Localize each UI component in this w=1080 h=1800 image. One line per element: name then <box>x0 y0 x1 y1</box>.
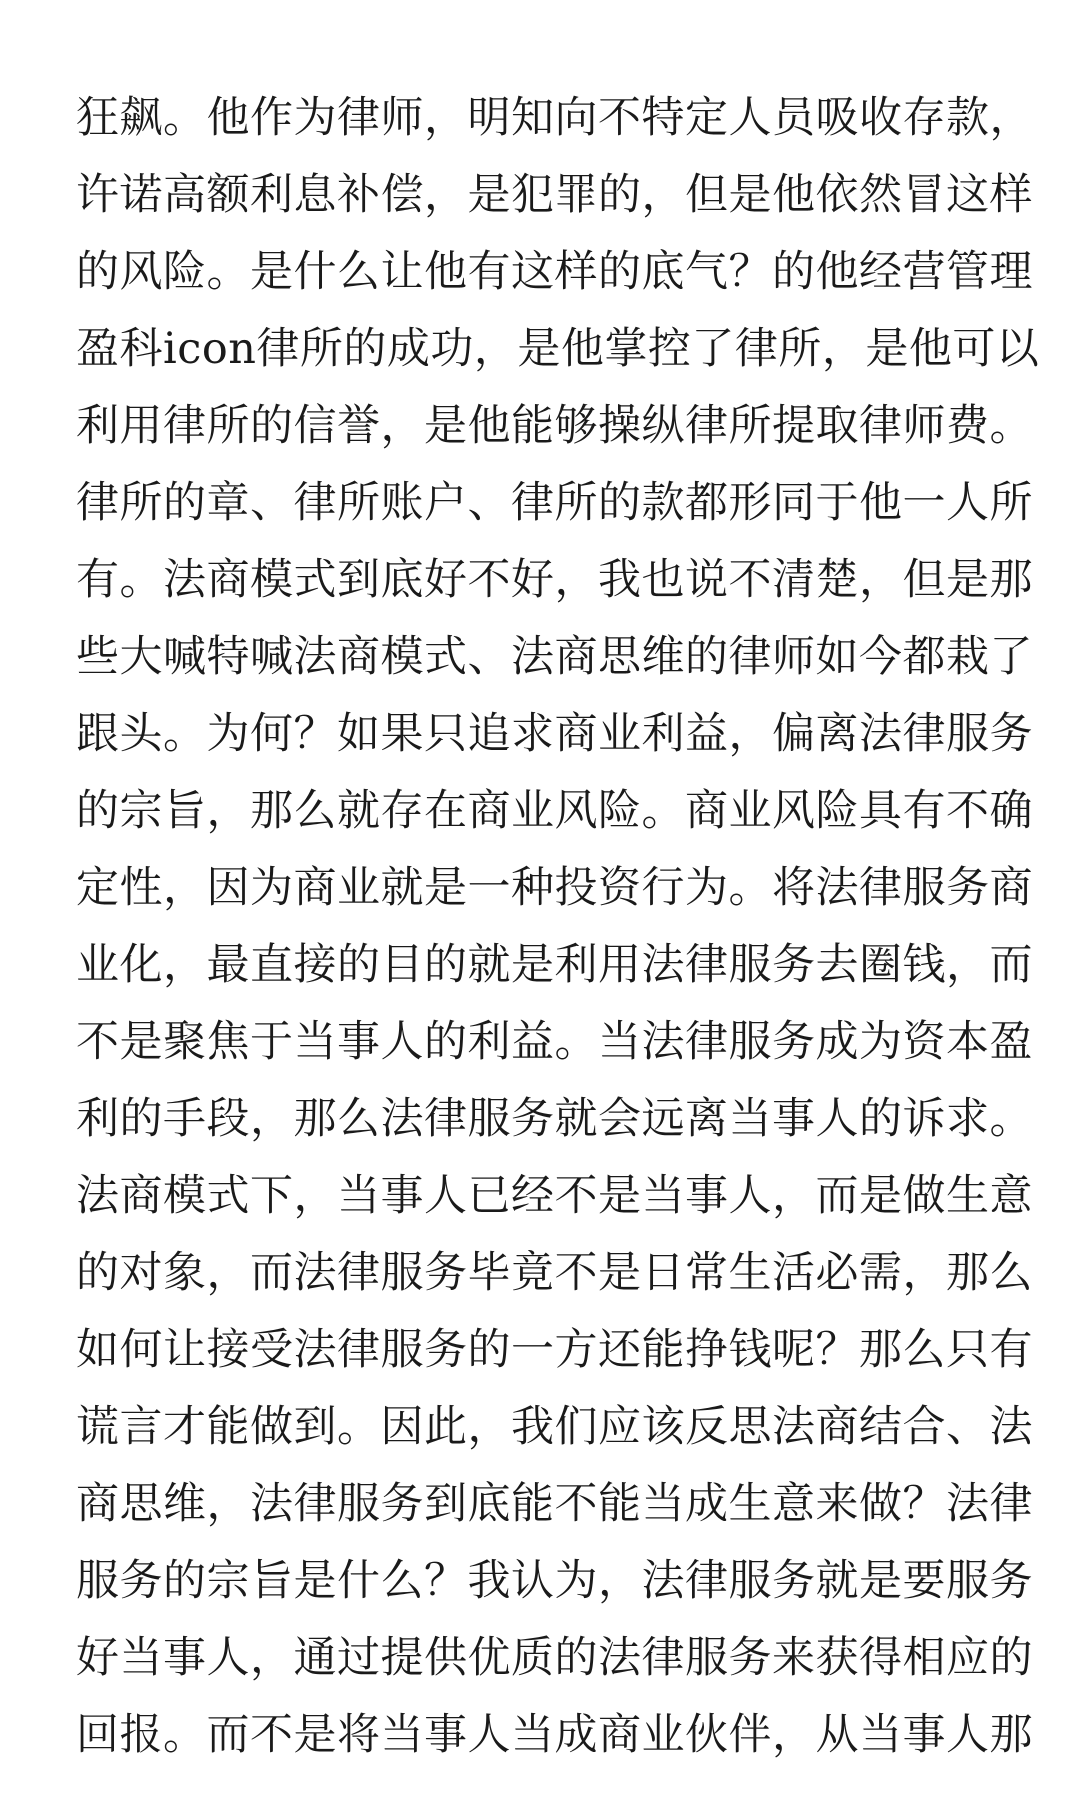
text-line: 律所的章、律所账户、律所的款都形同于他一人所 <box>76 478 1033 528</box>
text-line: 的对象，而法律服务毕竟不是日常生活必需，那么 <box>76 1248 1033 1298</box>
text-line: 商思维，法律服务到底能不能当成生意来做？法律 <box>76 1479 1033 1529</box>
text-line: 不是聚焦于当事人的利益。当法律服务成为资本盈 <box>76 1017 1033 1067</box>
text-line: 服务的宗旨是什么？我认为，法律服务就是要服务 <box>76 1556 1033 1606</box>
article-body <box>76 80 1040 1774</box>
text-line: 业化，最直接的目的就是利用法律服务去圈钱，而 <box>76 940 1033 990</box>
text-line: 有。法商模式到底好不好，我也说不清楚，但是那 <box>76 555 1033 605</box>
text-line: 好当事人，通过提供优质的法律服务来获得相应的 <box>76 1633 1033 1683</box>
text-line: 的风险。是什么让他有这样的底气？的他经营管理 <box>76 247 1033 297</box>
text-line: 谎言才能做到。因此，我们应该反思法商结合、法 <box>76 1402 1033 1452</box>
text-line: 些大喊特喊法商模式、法商思维的律师如今都栽了 <box>76 632 1033 682</box>
text-line: 利用律所的信誉，是他能够操纵律所提取律师费。 <box>76 401 1033 451</box>
text-line: 的宗旨，那么就存在商业风险。商业风险具有不确 <box>76 786 1033 836</box>
text-line: 如何让接受法律服务的一方还能挣钱呢？那么只有 <box>76 1325 1033 1375</box>
text-line: 法商模式下，当事人已经不是当事人，而是做生意 <box>76 1171 1033 1221</box>
text-line: 盈科icon律所的成功，是他掌控了律所，是他可以 <box>76 324 1040 374</box>
text-line: 跟头。为何？如果只追求商业利益，偏离法律服务 <box>76 709 1033 759</box>
text-line: 回报。而不是将当事人当成商业伙伴，从当事人那 <box>76 1710 1033 1760</box>
text-line: 狂飙。他作为律师，明知向不特定人员吸收存款， <box>76 93 1033 143</box>
text-line: 许诺高额利息补偿，是犯罪的，但是他依然冒这样 <box>76 170 1033 220</box>
text-line: 利的手段，那么法律服务就会远离当事人的诉求。 <box>76 1094 1033 1144</box>
text-line: 定性，因为商业就是一种投资行为。将法律服务商 <box>76 863 1033 913</box>
